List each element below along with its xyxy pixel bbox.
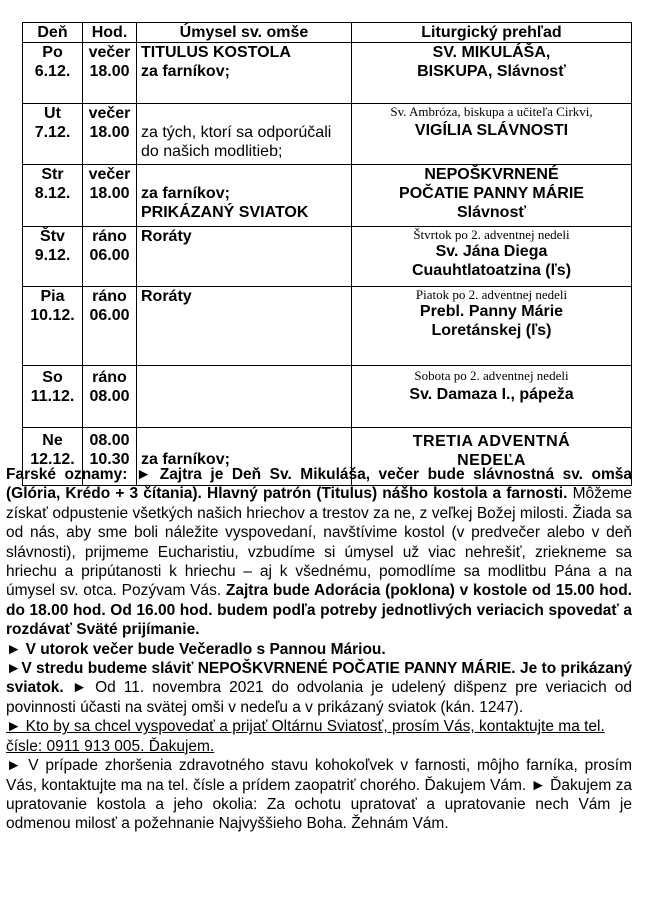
intention-line-1: Roráty <box>141 288 192 305</box>
time-line-2: 18.00 <box>89 63 130 80</box>
day-date: 9.12. <box>34 247 71 264</box>
intention-line-3: PRIKÁZANÝ SVIATOK <box>141 204 309 221</box>
intention-line-1: Roráty <box>141 228 192 245</box>
liturgy-small-note: Sobota po 2. adventnej nedeli <box>414 368 569 383</box>
notice-cenacle: ► V utorok večer bude Večeradlo s Pannou Máriou. <box>6 640 386 658</box>
time-line-2: 10.30 <box>89 451 130 468</box>
day-name: Ut <box>44 105 61 122</box>
intention-line-2: za farníkov; <box>141 451 230 468</box>
header-liturgy: Liturgický prehľad <box>352 23 632 43</box>
notice-main-bold: ► Zajtra je Deň Sv. Mikuláša, večer bude slávnostná sv. omša (Glória, Krédo + 3 čítania). Hlavný patrón (Titulus) nášho kostola a farnosti. <box>6 466 632 503</box>
table-row <box>23 165 632 227</box>
liturgy-line-1: TRETIA ADVENTNÁ <box>412 433 571 450</box>
table-header-row <box>23 23 632 43</box>
time-line-1: ráno <box>92 228 127 245</box>
mass-schedule-table <box>22 22 632 486</box>
liturgy-line-1: Prebl. Panny Márie <box>419 303 564 320</box>
time-line-1: 08.00 <box>89 432 130 449</box>
time-line-2: 06.00 <box>89 247 130 264</box>
header-day: Deň <box>23 23 83 43</box>
liturgy-line-1: SV. MIKULÁŠA, <box>432 44 551 61</box>
time-line-1: večer <box>88 44 131 61</box>
notice-feast-intro: ►V stredu budeme sláviť <box>6 660 198 678</box>
notice-feast-name: NEPOŠKVRNENÉ POČATIE PANNY MÁRIE. Je to prikázaný sviatok. <box>6 660 633 697</box>
day-name: Pia <box>40 288 65 305</box>
liturgy-small-note: Sv. Ambróza, biskupa a učiteľa Cirkvi, <box>390 104 593 119</box>
liturgy-line-3: Slávnosť <box>456 204 527 221</box>
liturgy-line-2: POČATIE PANNY MÁRIE <box>399 185 584 202</box>
notice-adoration: Zajtra bude Adorácia (poklona) v kostole od 15.00 hod. do 18.00 hod. Od 16.00 hod. budem podľa potreby jednotlivých veriacich spovedať a rozdávať Sväté prijímanie. <box>6 582 632 639</box>
notice-confession: ► Kto by sa chcel vyspovedať a prijať Oltárnu Sviatosť, prosím Vás, kontaktujte ma tel. čísle: 0911 913 005. Ďakujem. <box>6 718 605 755</box>
day-date: 10.12. <box>30 307 75 324</box>
time-line-2: 08.00 <box>89 388 130 405</box>
day-date: 7.12. <box>34 124 71 141</box>
liturgy-line-1: NEPOŠKVRNENÉ <box>424 166 559 183</box>
header-hour: Hod. <box>83 23 137 43</box>
day-name: Po <box>42 44 63 61</box>
intention-line-3: do našich modlitieb; <box>141 143 283 160</box>
table-row <box>23 104 632 165</box>
time-line-2: 18.00 <box>89 124 130 141</box>
liturgy-line-1: Sv. Jána Diega <box>435 243 548 260</box>
day-date: 6.12. <box>34 63 71 80</box>
parish-notices <box>6 465 632 834</box>
notice-dispensation: ► Od 11. novembra 2021 do odvolania je udelený dišpenz pre veriacich od povinnosti účasti na svätej omši v nedeľu a v prikázaný sviatok (kán. 1247). <box>6 679 632 716</box>
day-name: Str <box>41 166 64 183</box>
intention-line-1: TITULUS KOSTOLA <box>141 44 291 61</box>
time-line-2: 06.00 <box>89 307 130 324</box>
time-line-2: 18.00 <box>89 185 130 202</box>
intention-line-2: za farníkov; <box>141 185 230 202</box>
time-line-1: večer <box>88 105 131 122</box>
table-row <box>23 366 632 428</box>
liturgy-line-1: VIGÍLIA SLÁVNOSTI <box>414 122 569 139</box>
liturgy-line-2: Cuauhtlatoatzina (ľs) <box>411 262 572 279</box>
notice-paragraph <box>6 465 632 640</box>
day-date: 12.12. <box>30 451 75 468</box>
notice-indulgence-text: Môžeme získať odpustenie všetkých našich hriechov a trestov za ne, z veľkej Božej milosti. Žiada sa od nás, aby sme boli náležite vyspovedaní, navštívime kostol (v predvečer alebo v deň slávnosti), prijmeme Eucharistiu, vzbudíme si úmysel už viac nehrešiť, zriekneme sa hriechu a pripútanosti k hriechu – aj k všednému, pomodlíme sa modlitbu Pána a na úmysel sv. otca. Pozývam Vás. <box>6 485 632 600</box>
liturgy-small-note: Štvrtok po 2. adventnej nedeli <box>413 227 570 242</box>
liturgy-line-2: NEDEĽA <box>457 452 526 469</box>
day-name: So <box>42 369 63 386</box>
table-row <box>23 227 632 287</box>
day-date: 8.12. <box>34 185 71 202</box>
liturgy-line-2: BISKUPA, Slávnosť <box>417 63 566 80</box>
notice-sick-and-thanks: ► V prípade zhoršenia zdravotného stavu kohokoľvek v farnosti, môjho farníka, prosím Vás, kontaktujte ma na tel. čísle a prídem zaopatriť chorého. Ďakujem Vám. ► Ďakujem za upratovanie kostola a jeho okolia: Za ochotu upratovať a upratovanie nech Vám je odmenou milosť a požehnanie Najvyššieho Boha. Žehnám Vám. <box>6 757 632 833</box>
liturgy-line-2: Loretánskej (ľs) <box>431 322 552 339</box>
day-date: 11.12. <box>30 388 75 405</box>
time-line-1: večer <box>88 166 131 183</box>
notices-label: Farské oznamy: <box>6 466 128 483</box>
time-line-1: ráno <box>92 369 127 386</box>
day-name: Štv <box>40 228 65 245</box>
intention-line-2: za tých, ktorí sa odporúčali <box>141 124 332 141</box>
intention-line-2: za farníkov; <box>141 63 230 80</box>
table-row <box>23 287 632 366</box>
liturgy-small-note: Piatok po 2. adventnej nedeli <box>415 287 568 302</box>
notice-paragraph <box>6 659 632 717</box>
liturgy-line-1: Sv. Damaza I., pápeža <box>409 386 574 403</box>
day-name: Ne <box>42 432 63 449</box>
header-intention: Úmysel sv. omše <box>137 23 352 43</box>
table-row <box>23 43 632 104</box>
time-line-1: ráno <box>92 288 127 305</box>
